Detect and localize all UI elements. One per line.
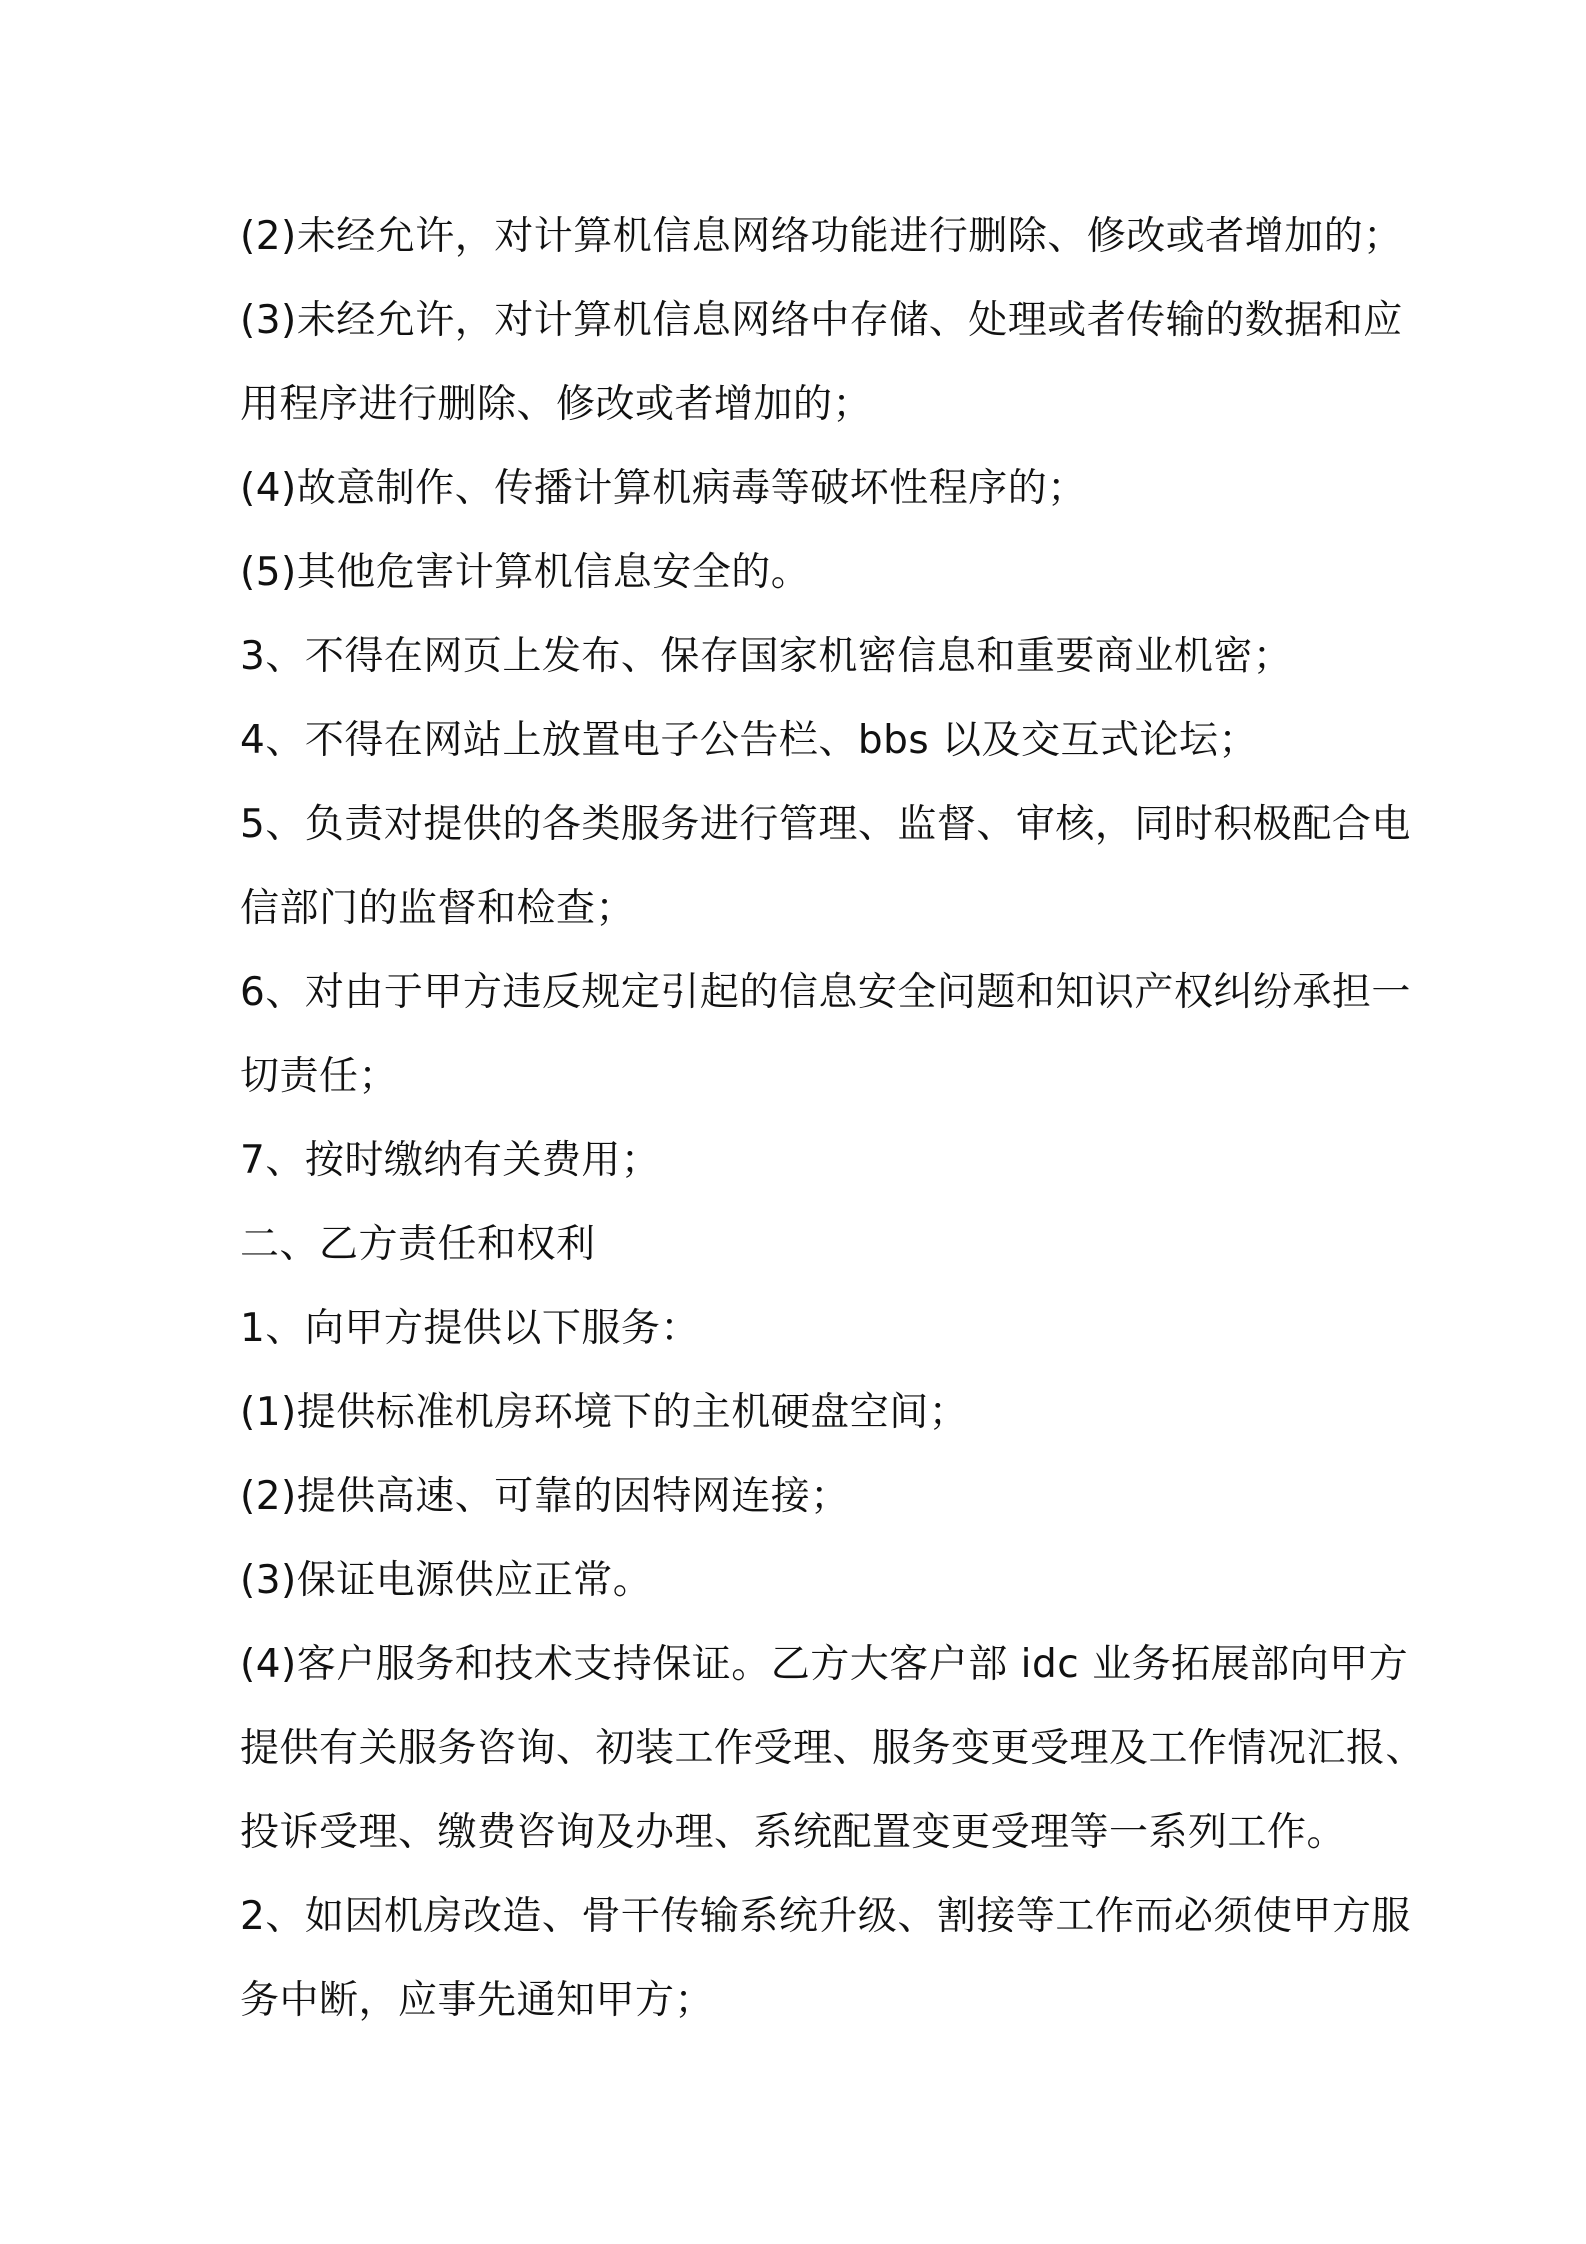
text-line: 提供有关服务咨询、初装工作受理、服务变更受理及工作情况汇报、 <box>240 1726 1426 1771</box>
text-line: 投诉受理、缴费咨询及办理、系统配置变更受理等一系列工作。 <box>240 1810 1347 1855</box>
text-line: 6、对由于甲方违反规定引起的信息安全问题和知识产权纠纷承担一 <box>240 970 1411 1015</box>
text-line: 用程序进行删除、修改或者增加的； <box>240 382 873 427</box>
text-line: 3、不得在网页上发布、保存国家机密信息和重要商业机密； <box>240 634 1293 679</box>
text-line: (2)未经允许，对计算机信息网络功能进行删除、修改或者增加的； <box>240 214 1403 259</box>
text-line: 1、向甲方提供以下服务： <box>240 1306 700 1351</box>
text-line: 7、按时缴纳有关费用； <box>240 1138 661 1183</box>
text-line: 2、如因机房改造、骨干传输系统升级、割接等工作而必须使甲方服 <box>240 1894 1411 1939</box>
text-line: 切责任； <box>240 1054 399 1099</box>
text-line: (3)未经允许，对计算机信息网络中存储、处理或者传输的数据和应 <box>240 298 1403 343</box>
document-body <box>240 195 1426 2043</box>
text-line: (4)故意制作、传播计算机病毒等破坏性程序的； <box>240 466 1087 511</box>
text-line: (4)客户服务和技术支持保证。乙方大客户部 idc 业务拓展部向甲方 <box>240 1642 1409 1687</box>
text-line: 务中断，应事先通知甲方； <box>240 1978 715 2023</box>
text-line: 5、负责对提供的各类服务进行管理、监督、审核，同时积极配合电 <box>240 802 1411 847</box>
text-line: 信部门的监督和检查； <box>240 886 636 931</box>
text-line: 4、不得在网站上放置电子公告栏、bbs 以及交互式论坛； <box>240 718 1259 763</box>
text-line: (3)保证电源供应正常。 <box>240 1558 653 1603</box>
text-line: (5)其他危害计算机信息安全的。 <box>240 550 811 595</box>
section-heading: 二、乙方责任和权利 <box>240 1222 596 1267</box>
text-line: (1)提供标准机房环境下的主机硬盘空间； <box>240 1390 969 1435</box>
text-line: (2)提供高速、可靠的因特网连接； <box>240 1474 850 1519</box>
